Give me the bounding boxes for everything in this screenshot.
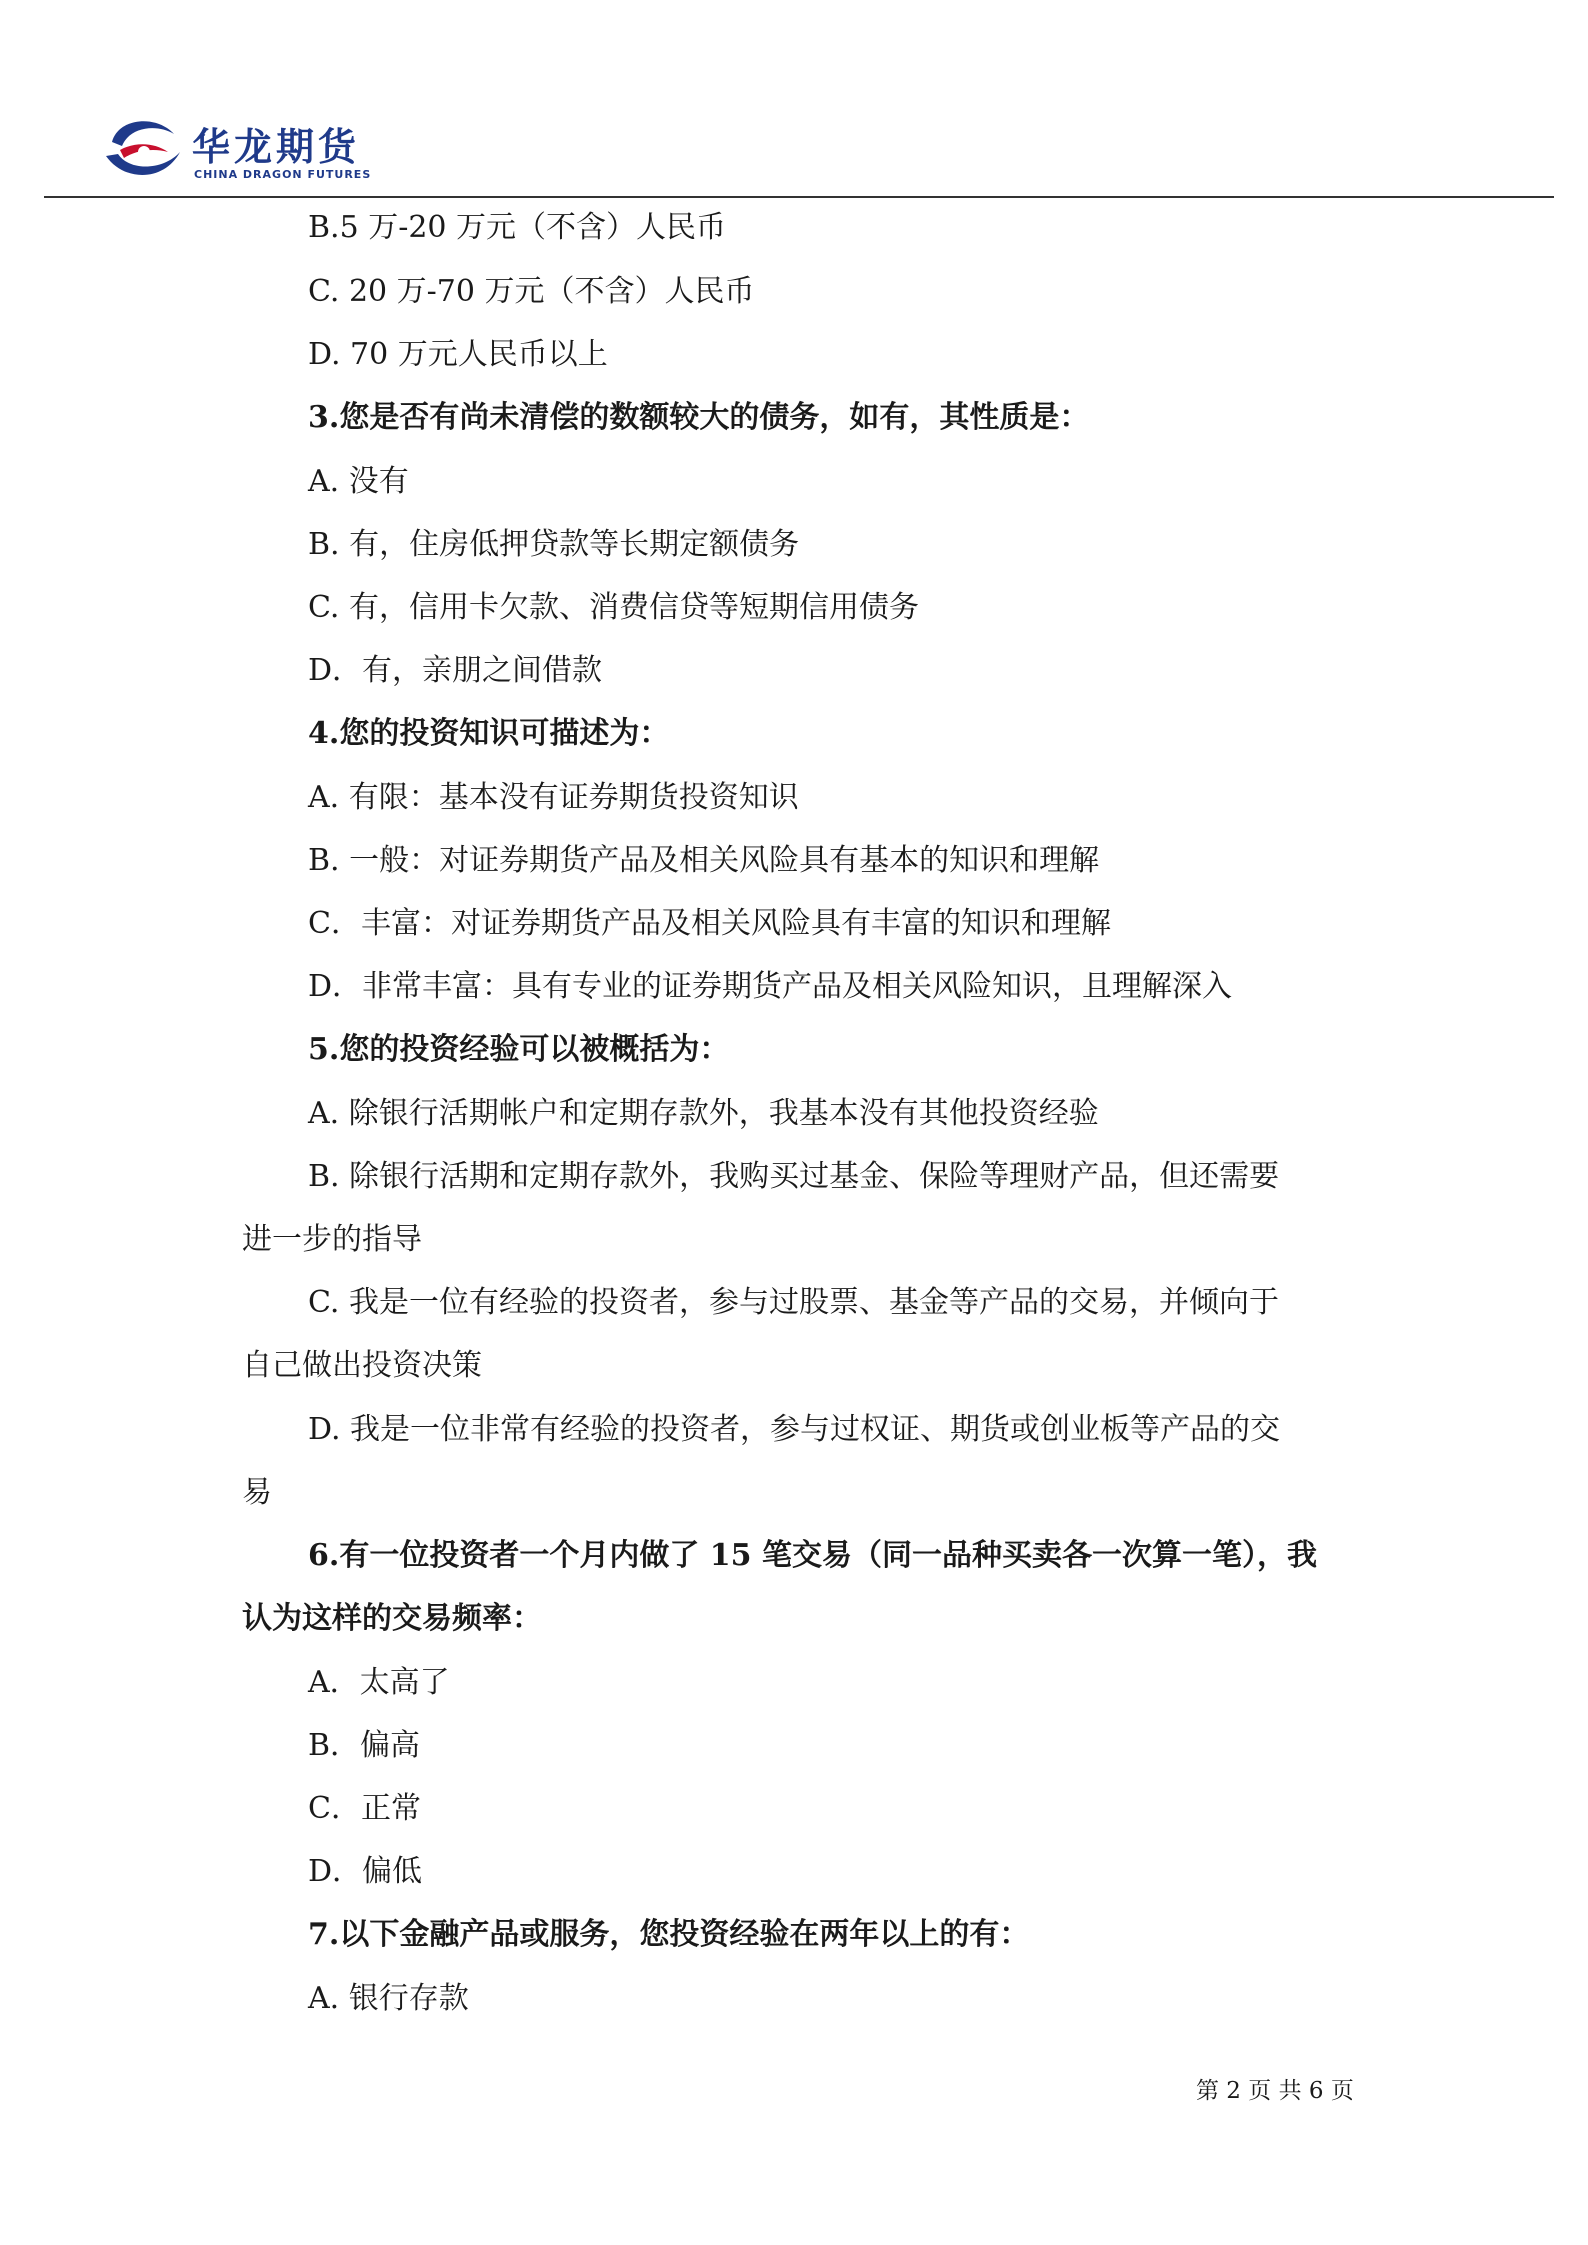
option-b-q2: B.5 万-20 万元（不含）人民币 xyxy=(308,210,727,245)
logo-mark-icon xyxy=(104,112,182,184)
option-c-q4: C．丰富：对证券期货产品及相关风险具有丰富的知识和理解 xyxy=(308,906,1111,941)
header-divider xyxy=(44,196,1554,198)
option-b-q3: B. 有，住房低押贷款等长期定额债务 xyxy=(308,527,800,562)
question-3: 3.您是否有尚未清偿的数额较大的债务，如有，其性质是： xyxy=(308,400,1090,435)
option-c-q6: C．正常 xyxy=(308,1791,421,1826)
option-d-q5: D. 我是一位非常有经验的投资者，参与过权证、期货或创业板等产品的交 xyxy=(308,1412,1281,1447)
option-b-q6: B．偏高 xyxy=(308,1728,421,1763)
option-a-q5: A. 除银行活期帐户和定期存款外，我基本没有其他投资经验 xyxy=(308,1096,1099,1131)
option-d-q3: D．有，亲朋之间借款 xyxy=(308,653,603,688)
question-7: 7.以下金融产品或服务，您投资经验在两年以上的有： xyxy=(308,1917,1030,1952)
page-header xyxy=(0,0,1588,200)
question-6-continued: 认为这样的交易频率： xyxy=(242,1601,542,1636)
option-d-q4: D．非常丰富：具有专业的证券期货产品及相关风险知识，且理解深入 xyxy=(308,969,1233,1004)
question-6: 6.有一位投资者一个月内做了 15 笔交易（同一品种买卖各一次算一笔），我 xyxy=(308,1538,1317,1573)
question-4: 4.您的投资知识可描述为： xyxy=(308,716,670,751)
brand-name-cn: 华龙期货 xyxy=(192,125,361,169)
option-b-q4: B. 一般：对证券期货产品及相关风险具有基本的知识和理解 xyxy=(308,843,1100,878)
brand-name-en: CHINA DRAGON FUTURES xyxy=(194,168,372,181)
option-c-q3: C. 有，信用卡欠款、消费信贷等短期信用债务 xyxy=(308,590,919,625)
option-a-q4: A. 有限：基本没有证券期货投资知识 xyxy=(308,780,799,815)
option-a-q7: A. 银行存款 xyxy=(308,1981,469,2016)
option-a-q3: A. 没有 xyxy=(308,464,409,499)
option-d-q5-continued: 易 xyxy=(242,1475,272,1510)
option-a-q6: A．太高了 xyxy=(308,1665,450,1700)
page-number: 第 2 页 共 6 页 xyxy=(1196,2078,1354,2104)
option-b-q5-continued: 进一步的指导 xyxy=(242,1222,422,1257)
question-5: 5.您的投资经验可以被概括为： xyxy=(308,1032,730,1067)
option-d-q2: D. 70 万元人民币以上 xyxy=(308,337,608,372)
option-d-q6: D．偏低 xyxy=(308,1854,423,1889)
option-b-q5: B. 除银行活期和定期存款外，我购买过基金、保险等理财产品，但还需要 xyxy=(308,1159,1280,1194)
company-logo xyxy=(104,112,372,192)
option-c-q5-continued: 自己做出投资决策 xyxy=(242,1348,482,1383)
option-c-q2: C. 20 万-70 万元（不含）人民币 xyxy=(308,274,755,309)
option-c-q5: C. 我是一位有经验的投资者，参与过股票、基金等产品的交易，并倾向于 xyxy=(308,1285,1279,1320)
